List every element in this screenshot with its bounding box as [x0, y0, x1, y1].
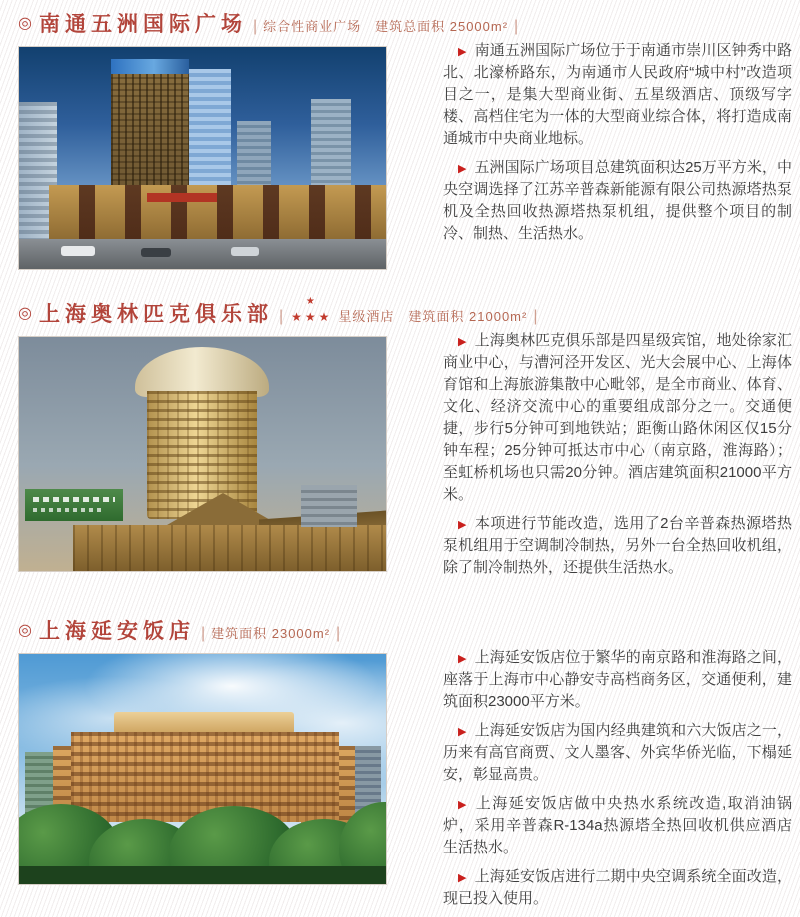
photo-shanghai-olympic-club: [18, 336, 387, 572]
section-subtitle: 综合性商业广场 建筑总面积 25000m²: [263, 19, 509, 34]
car: [61, 246, 95, 256]
paragraph-text: 南通五洲国际广场位于于南通市崇川区钟秀中路北、北濠桥路东，为南通市人民政府“城中村”改造项目之一，是集大型商业街、五星级酒店、顶级写字楼、高档住宅为一体的大型商业综合体，将打造成南通城市中央商业地标。: [443, 42, 792, 148]
section-text: [443, 647, 792, 917]
star-icon: ★★★: [291, 310, 333, 324]
separator-bar: |: [252, 18, 258, 35]
section-text: [443, 40, 792, 270]
paragraph-text: 五洲国际广场项目总建筑面积达25万平方米，中央空调选择了江苏辛普森新能源有限公司热源塔热泵机及全热回收热源塔热泵机组，提供整个项目的制冷、制热、生活热水。: [443, 159, 792, 243]
ring-bullet-icon: ◎: [18, 621, 32, 639]
paragraph: [443, 157, 792, 245]
section-header: [18, 8, 792, 38]
section-header: [18, 298, 792, 328]
section-subtitle: 星级酒店 建筑面积 21000m²: [338, 309, 528, 324]
ring-bullet-icon: ◎: [18, 15, 32, 32]
section-body: [18, 42, 792, 270]
paragraph-text: 上海奥林匹克俱乐部是四星级宾馆，地处徐家汇商业中心，与漕河泾开发区、光大会展中心、上海体育馆和上海旅游集散中心毗邻，是全市商业、体育、文化、经济交流中心的重要组成部分之一。交通便捷，步行5分钟可到地铁站；距衡山路休闲区仅15分钟车程；25分钟可抵达市中心（南京路，淮海路）；至虹桥机场也只需20分钟。酒店建筑面积21000平方米。: [443, 332, 792, 504]
sign-text: [33, 508, 103, 512]
separator-bar: |: [514, 18, 519, 35]
triangle-bullet-icon: ▶: [458, 163, 467, 176]
podium-billboard: [147, 193, 217, 202]
triangle-bullet-icon: ▶: [458, 725, 467, 738]
triangle-bullet-icon: ▶: [458, 336, 467, 348]
separator-bar: |: [200, 624, 206, 642]
paragraph: [443, 40, 792, 150]
triangle-bullet-icon: ▶: [458, 798, 468, 811]
separator-bar: |: [336, 624, 341, 642]
tree-line: [19, 866, 386, 884]
paragraph-text: 上海延安饭店为国内经典建筑和六大饭店之一，历来有高官商贾、文人墨客、外宾华侨光临，下榻延安，彰显高贵。: [443, 721, 792, 783]
section-text: [443, 330, 792, 587]
triangle-bullet-icon: ▶: [458, 46, 467, 58]
paragraph: [443, 647, 792, 713]
paragraph-text: 本项进行节能改造，选用了2台辛普森热源塔热泵机组用于空调制冷制热，另外一台全热回收机组，除了制冷制热外，还提供生活热水。: [443, 515, 792, 577]
paragraph-text: 上海延安饭店做中央热水系统改造,取消油锅炉，采用辛普森R-134a热源塔全热回收机供应酒店生活热水。: [443, 794, 793, 856]
triangle-bullet-icon: ▶: [458, 652, 467, 665]
section-title: 南通五洲国际广场: [38, 13, 247, 36]
green-sign: [25, 489, 123, 521]
building: [301, 485, 357, 527]
section-header: [18, 615, 792, 645]
triangle-bullet-icon: ▶: [458, 519, 467, 532]
section-title: 上海延安饭店: [38, 619, 195, 643]
ring-bullet-icon: ◎: [18, 305, 32, 322]
separator-bar: |: [278, 308, 284, 325]
podium: [73, 525, 386, 571]
paragraph: [443, 793, 792, 859]
mall-podium: [49, 185, 386, 239]
star-icon: ★: [305, 296, 315, 307]
paragraph: [443, 720, 792, 786]
section-nantong-wuzhou-plaza: [18, 8, 792, 270]
sign-text: [33, 497, 115, 502]
section-shanghai-yanan-hotel: [18, 615, 792, 917]
hotel-building: [71, 732, 339, 822]
section-title: 上海奥林匹克俱乐部: [38, 303, 273, 326]
car: [141, 248, 171, 257]
section-subtitle: 建筑面积 23000m²: [211, 625, 331, 641]
triangle-bullet-icon: ▶: [458, 871, 467, 884]
section-body: [18, 332, 792, 587]
paragraph-text: 上海延安饭店位于繁华的南京路和淮海路之间，座落于上海市中心静安寺高档商务区，交通便利，建筑面积23000平方米。: [443, 648, 792, 710]
paragraph: [443, 330, 792, 506]
photo-shanghai-yanan-hotel: [18, 653, 387, 885]
paragraph-text: 上海延安饭店进行二期中央空调系统全面改造，现已投入使用。: [443, 867, 792, 907]
section-shanghai-olympic-club: [18, 298, 792, 587]
separator-bar: |: [533, 308, 538, 325]
section-body: [18, 648, 793, 917]
tower-sign: [111, 59, 189, 74]
car: [231, 247, 259, 256]
penthouse: [114, 712, 294, 734]
star-rating-icon: [291, 296, 333, 326]
photo-nantong-wuzhou-plaza: [18, 46, 387, 270]
paragraph: [443, 866, 792, 910]
paragraph: [443, 513, 792, 579]
